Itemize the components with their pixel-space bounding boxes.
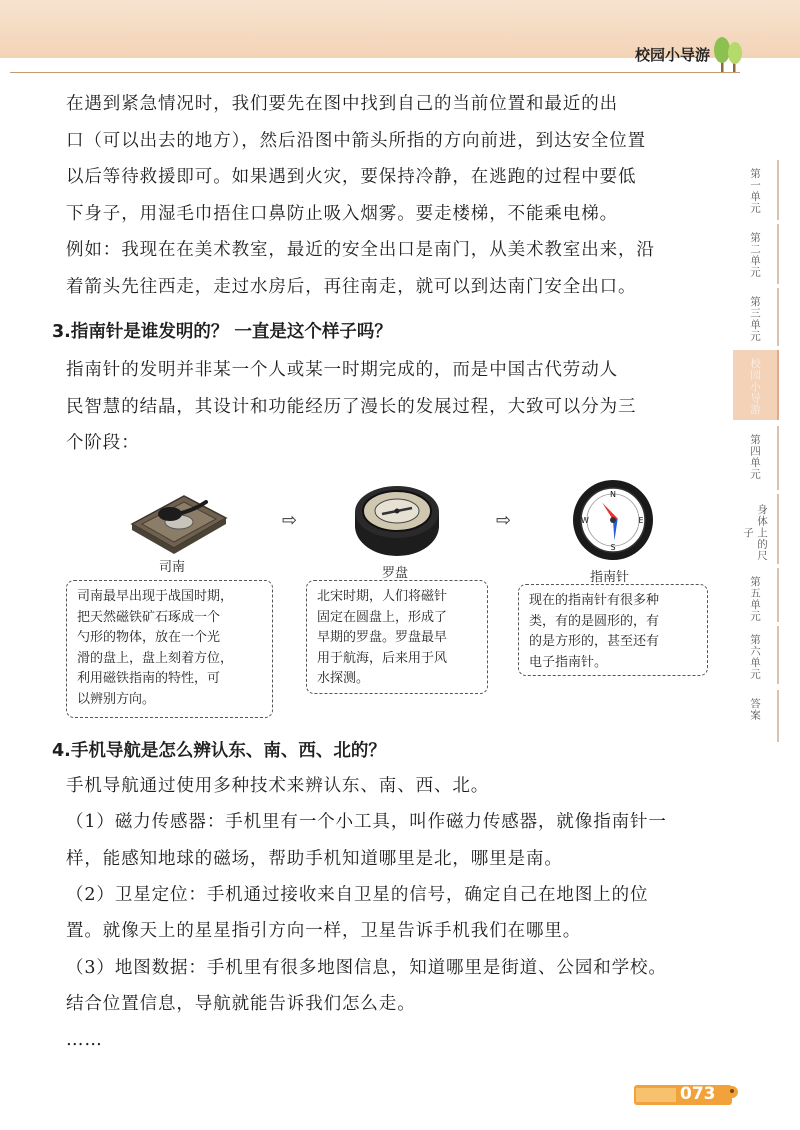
side-tab-label: 答案 xyxy=(749,698,761,721)
note-box-sinan xyxy=(66,580,273,718)
section2-paragraph-line: 以后等待救援即可。如果遇到火灾，要保持冷静，在逃跑的过程中要低 xyxy=(66,167,637,188)
section4-text-line: 样，能感知地球的磁场，帮助手机知道哪里是北，哪里是南。 xyxy=(66,848,563,869)
page-number: 073 xyxy=(680,1084,716,1104)
note-line: 勺形的物体，放在一个光 xyxy=(77,630,221,645)
note-line: 电子指南针。 xyxy=(529,654,608,670)
note-line: 利用磁铁指南的特性，可 xyxy=(77,671,221,686)
note-line: 司南最早出现于战国时期， xyxy=(77,589,234,604)
side-tab-label: 第二单元 xyxy=(749,232,761,278)
side-tab-label: 第四单元 xyxy=(749,434,761,480)
section4-text-line: 置。就像天上的星星指引方向一样，卫星告诉手机我们在哪里。 xyxy=(66,921,582,942)
section4-text-line: （3）地图数据：手机里有很多地图信息，知道哪里是街道、公园和学校。 xyxy=(66,957,667,978)
section2-paragraph-line: 口（可以出去的地方），然后沿图中箭头所指的方向前进，到达安全位置 xyxy=(66,130,647,151)
note-line: 以辨别方向。 xyxy=(77,691,156,707)
section3-intro-line: 民智慧的结晶，其设计和功能经历了漫长的发展过程，大致可以分为三 xyxy=(66,396,637,417)
section4-text-line: 结合位置信息，导航就能告诉我们怎么走。 xyxy=(66,993,416,1014)
tree-icon xyxy=(710,34,746,74)
side-tab-label: 校园小导游 xyxy=(749,358,761,416)
note-line: 用于航海，后来用于风 xyxy=(317,650,448,666)
side-tab-3[interactable] xyxy=(733,288,779,346)
side-tab-label: 第五单元 xyxy=(749,576,761,622)
side-tab-9[interactable] xyxy=(733,690,779,742)
side-tab-label: 第一单元 xyxy=(749,168,761,214)
svg-text:W: W xyxy=(581,516,589,525)
side-tab-5[interactable] xyxy=(733,426,779,490)
section3-title: 3.指南针是谁发明的？ 一直是这个样子吗？ xyxy=(52,322,392,342)
stage-label-sinan: 司南 xyxy=(159,560,186,575)
header-divider xyxy=(10,72,740,73)
section4-text-line: （2）卫星定位：手机通过接收来自卫星的信号，确定自己在地图上的位 xyxy=(66,884,649,905)
stage-arrow-2: ⇨ xyxy=(496,510,512,531)
page-header-title: 校园小导游 xyxy=(634,46,710,64)
stage-label-compass: 指南针 xyxy=(590,570,630,585)
side-tab-label: 第六单元 xyxy=(749,634,761,680)
note-line: 滑的盘上，盘上刻着方位， xyxy=(77,650,234,666)
section2-paragraph-line: 在遇到紧急情况时，我们要先在图中找到自己的当前位置和最近的出 xyxy=(66,94,618,114)
luopan-compass-icon xyxy=(352,478,442,560)
side-tab-7[interactable] xyxy=(733,568,779,622)
note-line: 水探测。 xyxy=(317,671,370,686)
side-tab-4[interactable] xyxy=(733,350,779,420)
note-line: 固定在圆盘上，形成了 xyxy=(317,609,448,625)
section2-paragraph-line: 着箭头先往西走，走过水房后，再往南走，就可以到达南门安全出口。 xyxy=(66,277,637,297)
section2-paragraph-line: 例如：我现在在美术教室，最近的安全出口是南门，从美术教室出来，沿 xyxy=(66,240,655,261)
section3-intro-line: 指南针的发明并非某一个人或某一时期完成的，而是中国古代劳动人 xyxy=(66,360,618,380)
section2-paragraph-line: 下身子，用湿毛巾捂住口鼻防止吸入烟雾。要走楼梯，不能乘电梯。 xyxy=(66,203,618,224)
side-tab-8[interactable] xyxy=(733,626,779,684)
svg-text:S: S xyxy=(610,543,616,552)
side-tab-1[interactable] xyxy=(733,160,779,220)
section4-title: 4.手机导航是怎么辨认东、南、西、北的？ xyxy=(52,741,386,761)
note-box-luopan xyxy=(306,580,488,694)
svg-text:E: E xyxy=(638,516,644,525)
note-line: 早期的罗盘。罗盘最早 xyxy=(317,630,448,645)
modern-compass-icon xyxy=(568,480,658,562)
svg-text:N: N xyxy=(610,490,616,499)
section4-text-line: 手机导航通过使用多种技术来辨认东、南、西、北。 xyxy=(66,776,490,796)
side-tab-6[interactable] xyxy=(733,494,779,564)
side-tab-label: 第三单元 xyxy=(749,296,761,342)
section4-text-line: （1）磁力传感器：手机里有一个小工具，叫作磁力传感器，就像指南针一 xyxy=(66,812,667,833)
note-line: 的是方形的，甚至还有 xyxy=(529,634,660,649)
note-line: 把天然磁铁矿石琢成一个 xyxy=(77,609,221,625)
side-tab-2[interactable] xyxy=(733,224,779,284)
note-line: 类，有的是圆形的，有 xyxy=(529,613,660,629)
sinan-spoon-icon xyxy=(122,484,232,554)
section3-intro-line: 个阶段： xyxy=(66,433,140,453)
section4-text-line: …… xyxy=(66,1030,103,1051)
stage-arrow-1: ⇨ xyxy=(282,510,298,531)
stage-label-luopan: 罗盘 xyxy=(382,566,409,581)
side-tab-label: 身体上的尺子 xyxy=(742,504,768,562)
note-line: 现在的指南针有很多种 xyxy=(529,593,660,608)
note-box-compass xyxy=(518,584,708,676)
note-line: 北宋时期，人们将磁针 xyxy=(317,589,448,604)
